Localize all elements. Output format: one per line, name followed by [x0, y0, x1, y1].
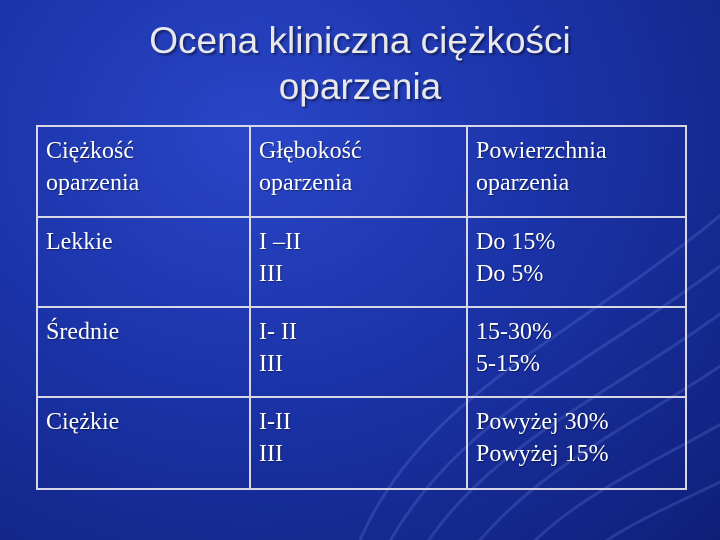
area-value: 15-30%	[476, 319, 552, 345]
header-area-line-1: Powierzchnia	[476, 138, 607, 164]
table-row	[37, 307, 686, 397]
header-severity-line-2: oparzenia	[46, 170, 140, 196]
area-value: 5-15%	[476, 351, 540, 377]
severity-value: Średnie	[46, 319, 120, 345]
header-depth-line-2: oparzenia	[259, 170, 353, 196]
depth-value: I-II	[259, 409, 291, 435]
area-value: Do 15%	[476, 229, 556, 255]
header-cell-depth	[250, 126, 467, 217]
area-cell	[467, 217, 686, 307]
table-header-row	[37, 126, 686, 217]
depth-value: I- II	[259, 319, 297, 345]
area-value: Powyżej 30%	[476, 409, 609, 435]
severity-cell	[37, 307, 250, 397]
severity-value: Lekkie	[46, 229, 113, 255]
title-line-1: Ocena kliniczna ciężkości	[149, 20, 571, 61]
area-value: Do 5%	[476, 261, 544, 287]
header-severity-line-1: Ciężkość	[46, 138, 134, 164]
depth-cell	[250, 397, 467, 489]
slide-title	[0, 18, 720, 110]
depth-value: III	[259, 441, 283, 467]
header-cell-severity	[37, 126, 250, 217]
table-row	[37, 397, 686, 489]
title-line-2: oparzenia	[278, 66, 442, 107]
area-value: Powyżej 15%	[476, 441, 609, 467]
area-cell	[467, 307, 686, 397]
depth-cell	[250, 217, 467, 307]
severity-value: Ciężkie	[46, 409, 120, 435]
burn-severity-table	[36, 125, 687, 490]
area-cell	[467, 397, 686, 489]
header-depth-line-1: Głębokość	[259, 138, 362, 164]
depth-value: I –II	[259, 229, 301, 255]
table-row	[37, 217, 686, 307]
severity-cell	[37, 397, 250, 489]
depth-value: III	[259, 351, 283, 377]
severity-cell	[37, 217, 250, 307]
depth-cell	[250, 307, 467, 397]
header-cell-area	[467, 126, 686, 217]
header-area-line-2: oparzenia	[476, 170, 570, 196]
depth-value: III	[259, 261, 283, 287]
